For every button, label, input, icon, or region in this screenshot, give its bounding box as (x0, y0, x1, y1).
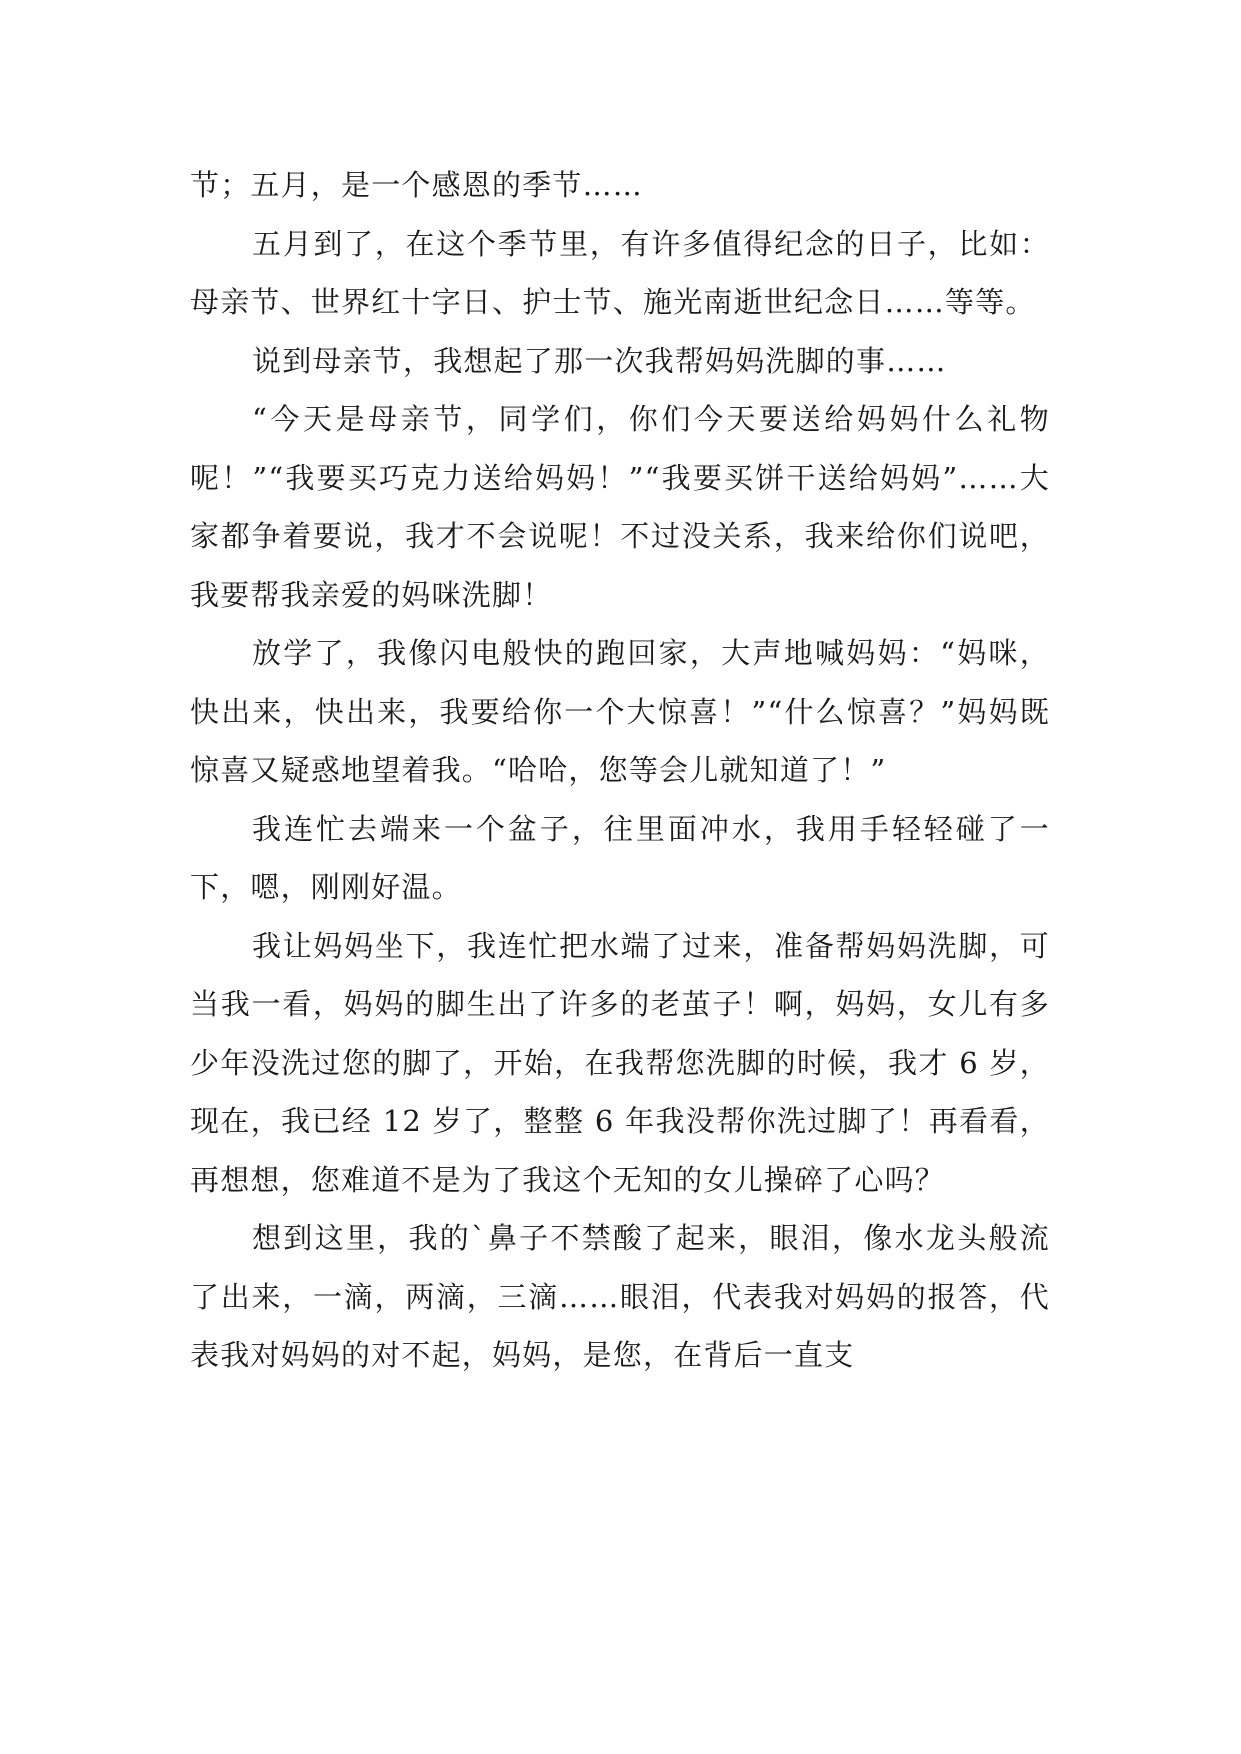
paragraph: 节；五月，是一个感恩的季节…… (190, 168, 644, 202)
paragraph: “今天是母亲节，同学们，你们今天要送给妈妈什么礼物呢！”“我要买巧克力送给妈妈！”“我要买饼干送给妈妈”……大家都争着要说，我才不会说呢！不过没关系，我来给你们说吧，我要帮我亲爱的妈咪洗脚！ (190, 402, 1050, 612)
paragraph: 五月到了，在这个季节里，有许多值得纪念的日子，比如：母亲节、世界红十字日、护士节、施光南逝世纪念日……等等。 (190, 226, 1050, 319)
paragraph: 放学了，我像闪电般快的跑回家，大声地喊妈妈：“妈咪，快出来，快出来，我要给你一个大惊喜！”“什么惊喜？”妈妈既惊喜又疑惑地望着我。“哈哈，您等会儿就知道了！” (190, 636, 1050, 787)
paragraph: 想到这里，我的`鼻子不禁酸了起来，眼泪，像水龙头般流了出来，一滴，两滴，三滴……眼泪，代表我对妈妈的报答，代表我对妈妈的对不起，妈妈，是您，在背后一直支 (190, 1221, 1050, 1372)
paragraph: 说到母亲节，我想起了那一次我帮妈妈洗脚的事…… (252, 343, 947, 378)
paragraph: 我连忙去端来一个盆子，往里面冲水，我用手轻轻碰了一下，嗯，刚刚好温。 (190, 811, 1050, 904)
article-body (190, 156, 1050, 1385)
paragraph: 我让妈妈坐下，我连忙把水端了过来，准备帮妈妈洗脚，可当我一看，妈妈的脚生出了许多的老茧子！啊，妈妈，女儿有多少年没洗过您的脚了，开始，在我帮您洗脚的时候，我才 6 岁，现在，我已经 12 岁了，整整 6 年我没帮你洗过脚了！再看看，再想想，您难道不是为了我这个无知的女儿操碎了心吗？ (190, 928, 1050, 1197)
